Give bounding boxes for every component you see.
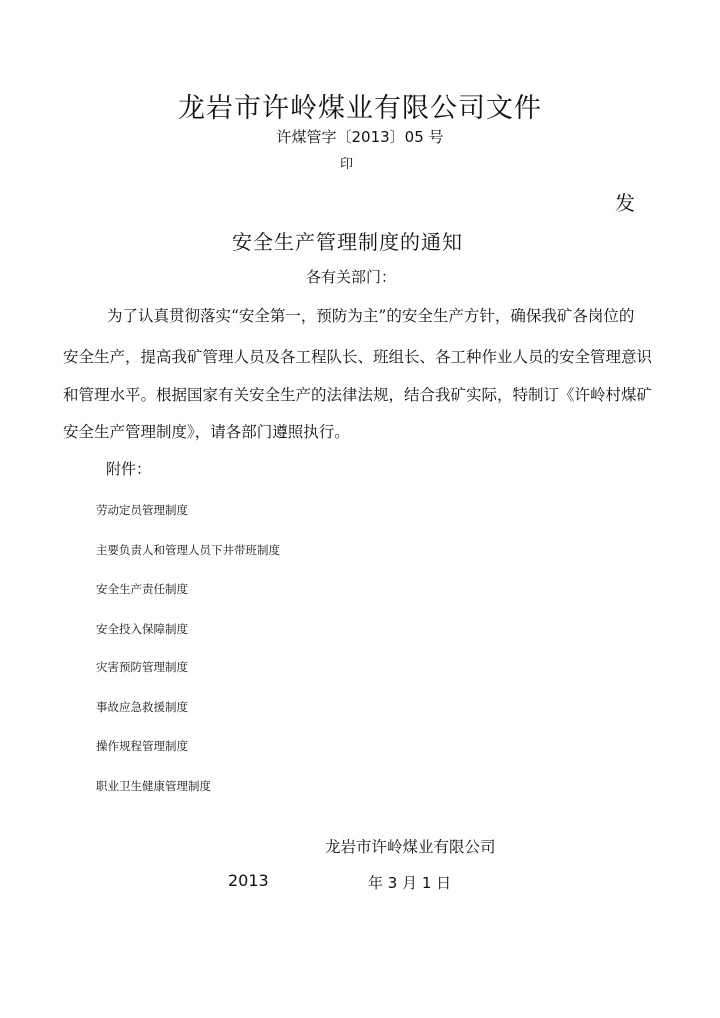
- attachment-item: 安全生产责任制度: [96, 582, 188, 596]
- issue-char-yin: 印: [340, 157, 354, 172]
- attachment-item: 职业卫生健康管理制度: [96, 779, 211, 793]
- body-line: 安全生产管理制度》，请各部门遵照执行。: [63, 423, 350, 441]
- issue-char-fa: 发: [615, 191, 635, 215]
- document-number: 许煤管字〔2013〕05 号: [276, 128, 444, 146]
- attachment-item: 劳动定员管理制度: [96, 503, 188, 517]
- attachment-item: 灾害预防管理制度: [96, 660, 188, 674]
- attachment-item: 主要负责人和管理人员下井带班制度: [96, 543, 280, 557]
- body-line: 和管理水平。根据国家有关安全生产的法律法规，结合我矿实际，特制订《许岭村煤矿: [63, 386, 653, 404]
- date-month-day: 年 3 月 1 日: [368, 874, 452, 892]
- body-line: 安全生产，提高我矿管理人员及各工程队长、班组长、各工种作业人员的安全管理意识: [63, 348, 653, 366]
- notice-subject: 安全生产管理制度的通知: [232, 230, 463, 254]
- notice-recipient: 各有关部门：: [306, 268, 397, 286]
- attachment-item: 事故应急救援制度: [96, 700, 188, 714]
- attachment-item: 安全投入保障制度: [96, 622, 188, 636]
- body-line: 为了认真贯彻落实“安全第一，预防为主”的安全生产方针，确保我矿各岗位的: [107, 307, 635, 325]
- signer-company: 龙岩市许岭煤业有限公司: [325, 838, 496, 856]
- date-year: 2013: [228, 871, 269, 890]
- document-title: 龙岩市许岭煤业有限公司文件: [178, 93, 542, 124]
- attachment-item: 操作规程管理制度: [96, 739, 188, 753]
- attachments-label: 附件：: [106, 460, 152, 478]
